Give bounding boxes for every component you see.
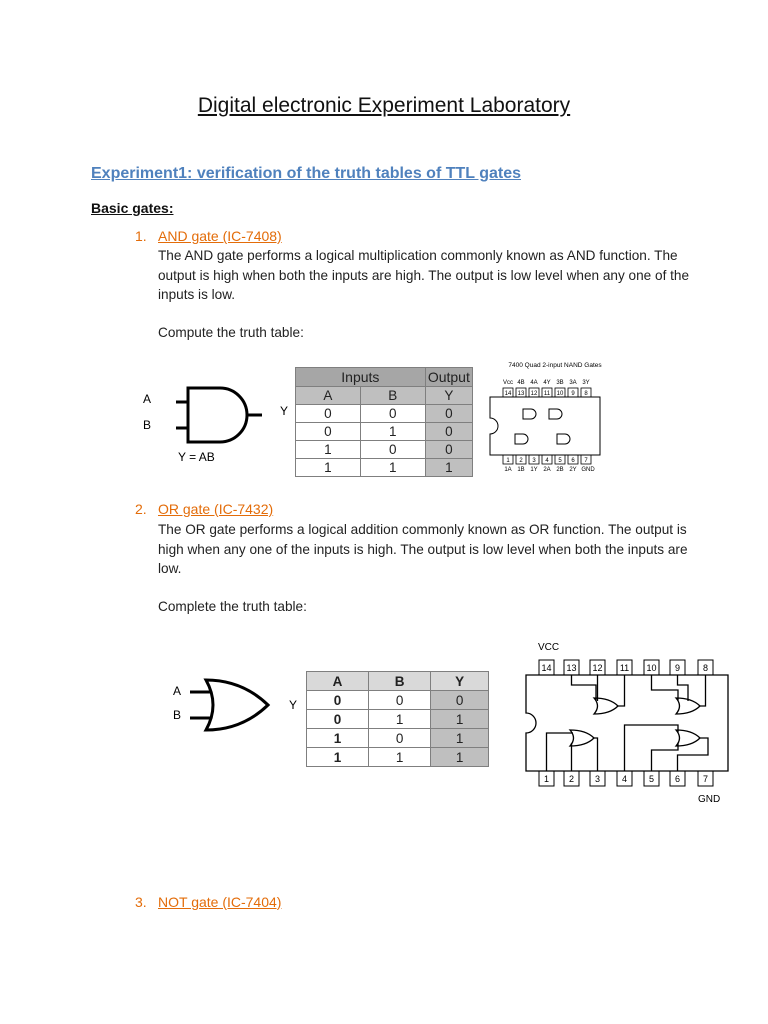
pin-label: 3A <box>569 380 577 386</box>
pin-label: 2B <box>556 467 564 473</box>
column-header-a: A <box>307 672 369 691</box>
table-row <box>307 691 489 710</box>
list-item-not-gate <box>135 894 281 910</box>
pin-number: 5 <box>558 458 562 464</box>
pin-label: 3B <box>556 380 564 386</box>
pin-number: 12 <box>592 663 603 673</box>
and-truth-table <box>295 367 473 477</box>
and-expression: Y = AB <box>178 450 215 464</box>
and-gate-instruction: Compute the truth table: <box>158 325 304 340</box>
pin-number: 12 <box>530 391 538 397</box>
cell-y: 1 <box>431 748 489 767</box>
and-gate-description: The AND gate performs a logical multiplication commonly known as AND function. The output is high when both the inputs are high. The output is low level when any one of the inputs is low. <box>158 248 690 302</box>
table-row <box>307 710 489 729</box>
pin-number: 1 <box>543 774 550 784</box>
pin-number: 7 <box>702 774 709 784</box>
table-row <box>296 405 473 423</box>
cell-y: 0 <box>425 405 472 423</box>
column-header-a: A <box>296 387 361 405</box>
cell-b: 0 <box>369 691 431 710</box>
cell-y: 0 <box>425 441 472 459</box>
pin-number: 8 <box>702 663 709 673</box>
inputs-group-header: Inputs <box>296 368 426 387</box>
and-gate-link[interactable]: AND gate (IC-7408) <box>158 228 282 244</box>
table-row <box>296 423 473 441</box>
or-gate-symbol <box>170 672 305 734</box>
or-gate-instruction: Complete the truth table: <box>158 599 307 614</box>
cell-a: 1 <box>307 729 369 748</box>
or-truth-table <box>306 671 489 767</box>
table-row <box>296 459 473 477</box>
pin-label: 1Y <box>530 467 538 473</box>
pin-label: 4B <box>517 380 525 386</box>
output-group-header: Output <box>425 368 472 387</box>
column-header-b: B <box>360 387 425 405</box>
list-number: 1. <box>135 228 147 244</box>
pin-number: 10 <box>646 663 657 673</box>
or-gate-description: The OR gate performs a logical addition commonly known as OR function. The output is high when any one of the inputs is high. The output is low level when both the inputs are low. <box>158 522 688 576</box>
pin-number: 10 <box>556 391 564 397</box>
list-number: 2. <box>135 501 147 517</box>
pin-number: 1 <box>506 458 510 464</box>
or-output-label: Y <box>289 698 298 712</box>
cell-a: 0 <box>296 405 361 423</box>
pin-number: 4 <box>621 774 628 784</box>
document-title: Digital electronic Experiment Laboratory <box>197 94 571 117</box>
list-item-and-gate <box>135 228 282 244</box>
ic-7400-pinout-diagram <box>485 357 625 477</box>
pin-label: Vcc <box>502 380 514 386</box>
pin-number: 9 <box>674 663 681 673</box>
pin-number: 13 <box>517 391 525 397</box>
cell-a: 0 <box>307 710 369 729</box>
pin-label: 2Y <box>569 467 577 473</box>
pin-number: 2 <box>568 774 575 784</box>
pin-label: 1A <box>504 467 512 473</box>
pin-number: 14 <box>541 663 552 673</box>
pin-number: 14 <box>504 391 512 397</box>
pin-label: 4A <box>530 380 538 386</box>
and-gate-symbol <box>138 380 298 470</box>
pin-label: 4Y <box>543 380 551 386</box>
pin-label: 2A <box>543 467 551 473</box>
column-header-y: Y <box>425 387 472 405</box>
cell-y: 0 <box>425 423 472 441</box>
pin-label: 1B <box>517 467 525 473</box>
vcc-label: VCC <box>538 642 560 653</box>
column-header-b: B <box>369 672 431 691</box>
section-heading: Basic gates: <box>91 200 174 216</box>
pin-label: 3Y <box>582 380 590 386</box>
list-item-or-gate <box>135 501 273 517</box>
pin-number: 11 <box>543 391 551 397</box>
cell-a: 0 <box>296 423 361 441</box>
pin-number: 2 <box>519 458 523 464</box>
ic-7432-pinout-diagram <box>518 635 738 810</box>
pin-label: GND <box>581 467 595 473</box>
cell-b: 1 <box>360 459 425 477</box>
and-input-b-label: B <box>143 418 152 432</box>
pin-number: 5 <box>648 774 655 784</box>
pin-number: 4 <box>545 458 549 464</box>
chip-caption: 7400 Quad 2-input NAND Gates <box>508 362 602 369</box>
cell-a: 1 <box>307 748 369 767</box>
pin-number: 13 <box>566 663 577 673</box>
pin-number: 6 <box>571 458 575 464</box>
pin-number: 3 <box>532 458 536 464</box>
column-header-y: Y <box>431 672 489 691</box>
not-gate-link[interactable]: NOT gate (IC-7404) <box>158 894 282 910</box>
and-input-a-label: A <box>143 392 152 406</box>
cell-a: 1 <box>296 441 361 459</box>
pin-number: 7 <box>584 458 588 464</box>
cell-a: 0 <box>307 691 369 710</box>
cell-y: 1 <box>431 710 489 729</box>
cell-b: 1 <box>369 748 431 767</box>
cell-b: 1 <box>360 423 425 441</box>
pin-number: 8 <box>584 391 588 397</box>
cell-y: 1 <box>431 729 489 748</box>
cell-b: 0 <box>369 729 431 748</box>
or-gate-link[interactable]: OR gate (IC-7432) <box>158 501 274 517</box>
pin-number: 11 <box>619 663 630 673</box>
table-row <box>296 441 473 459</box>
or-input-b-label: B <box>173 708 182 722</box>
cell-b: 1 <box>369 710 431 729</box>
or-input-a-label: A <box>173 684 182 698</box>
cell-b: 0 <box>360 441 425 459</box>
table-row <box>307 748 489 767</box>
gnd-label: GND <box>698 794 721 805</box>
list-number: 3. <box>135 894 147 910</box>
pin-number: 9 <box>571 391 575 397</box>
experiment-heading: Experiment1: verification of the truth tables of TTL gates <box>91 165 521 182</box>
and-output-label: Y <box>280 404 289 418</box>
cell-b: 0 <box>360 405 425 423</box>
cell-y: 1 <box>425 459 472 477</box>
table-row <box>307 729 489 748</box>
pin-number: 3 <box>594 774 601 784</box>
cell-a: 1 <box>296 459 361 477</box>
cell-y: 0 <box>431 691 489 710</box>
pin-number: 6 <box>674 774 681 784</box>
